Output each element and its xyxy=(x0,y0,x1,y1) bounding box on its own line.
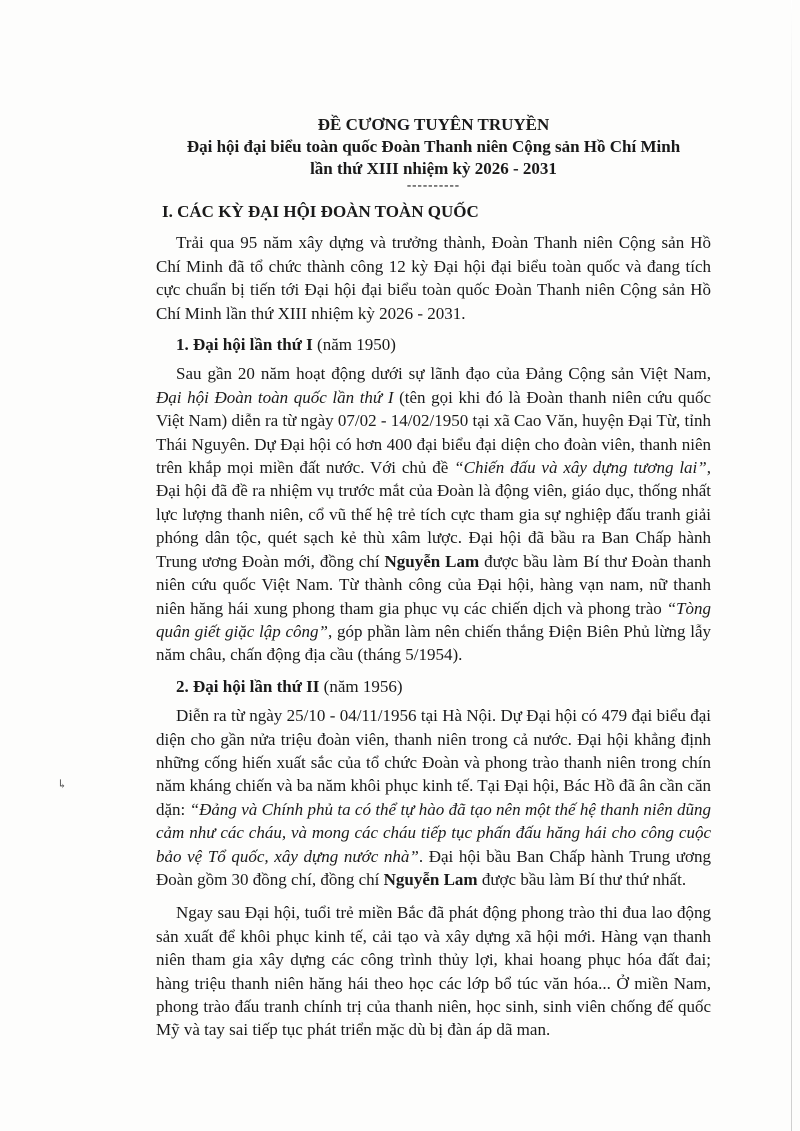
scan-artifact-mark: ↳ xyxy=(57,777,68,791)
sub1-text-d: được bầu làm Bí thư Đoàn thanh niên cứu quốc Việt Nam. Từ thành công của Đại hội, hàng vạn nam, nữ thanh niên hăng hái xung phong tham gia phục vụ các chiến dịch và phong trào xyxy=(156,551,711,618)
subsection-heading-1 xyxy=(156,333,711,356)
sub2-text-a: Diễn ra từ ngày 25/10 - 04/11/1956 tại Hà Nội. Dự Đại hội có 479 đại biểu đại diện cho gần nửa triệu đoàn viên, thanh niên trong cả nước. Đại hội khẳng định những cống hiến xuất sắc của tổ chức Đoàn và phong trào thanh niên trong chín năm kháng chiến và ba năm khôi phục kinh tế. Tại Đại hội, Bác Hồ đã ân cần căn dặn: xyxy=(156,706,711,819)
document-content xyxy=(156,114,711,1042)
sub2-bold-name: Nguyễn Lam xyxy=(383,869,478,889)
sub2-italic-quote: “Đảng và Chính phủ ta có thể tự hào đã tạo nên một thế hệ thanh niên dũng cảm như các cháu, và mong các cháu tiếp tục phấn đấu hăng hái cho công cuộc bảo vệ Tổ quốc, xây dựng nước nhà” xyxy=(156,799,711,866)
subsection-heading-1-year: (năm 1950) xyxy=(312,335,396,355)
title-divider: ---------- xyxy=(406,177,461,192)
document-subtitle-line1: Đại hội đại biểu toàn quốc Đoàn Thanh niên Cộng sản Hồ Chí Minh xyxy=(186,137,681,156)
sub1-bold-name: Nguyễn Lam xyxy=(384,551,480,571)
sub1-italic-movement: “Tòng quân giết giặc lập công” xyxy=(156,598,711,641)
intro-paragraph: Trải qua 95 năm xây dựng và trưởng thành, Đoàn Thanh niên Cộng sản Hồ Chí Minh đã tổ chức thành công 12 kỳ Đại hội đại biểu toàn quốc và đang tích cực chuẩn bị tiến tới Đại hội đại biểu toàn quốc Đoàn Thanh niên Cộng sản Hồ Chí Minh lần thứ XIII nhiệm kỳ 2026 - 2031. xyxy=(156,233,711,323)
subsection-2-paragraph-1 xyxy=(156,704,711,891)
document-subtitle-line2: lần thứ XIII nhiệm kỳ 2026 - 2031 xyxy=(310,159,557,178)
subsection-heading-2 xyxy=(156,675,711,698)
sub1-text-e: , góp phần làm nên chiến thắng Điện Biên Phủ lừng lẫy năm châu, chấn động địa cầu (tháng 5/1954). xyxy=(156,621,712,665)
section-heading-1: I. CÁC KỲ ĐẠI HỘI ĐOÀN TOÀN QUỐC xyxy=(162,202,479,221)
subsection-2-paragraph-2: Ngay sau Đại hội, tuổi trẻ miền Bắc đã phát động phong trào thi đua lao động sản xuất để khôi phục kinh tế, cải tạo và xây dựng xã hội mới. Hàng vạn thanh niên tham gia xây dựng các công trình thủy lợi, khai hoang phục hóa đất đai; hàng triệu thanh niên hăng hái theo học các lớp bổ túc văn hóa... Ở miền Nam, phong trào đấu tranh chính trị của thanh niên, học sinh, sinh viên chống đế quốc Mỹ và tay sai tiếp tục phát triển mặc dù bị đàn áp dã man. xyxy=(156,903,711,1040)
subsection-1-paragraph xyxy=(156,362,711,666)
subsection-heading-2-year: (năm 1956) xyxy=(319,676,403,696)
subsection-heading-2-bold: 2. Đại hội lần thứ II xyxy=(176,676,320,696)
sub2-text-b: . Đại hội bầu Ban Chấp hành Trung ương Đoàn gồm 30 đồng chí, đồng chí xyxy=(156,846,711,889)
sub1-text-c: , Đại hội đã đề ra nhiệm vụ trước mắt của Đoàn là động viên, giáo dục, thống nhất lực lượng thanh niên, cổ vũ thế hệ trẻ tích cực tham gia sự nghiệp đấu tranh giải phóng dân tộc, quét sạch kẻ thù xâm lược. Đại hội đã bầu ra Ban Chấp hành Trung ương Đoàn mới, đồng chí xyxy=(156,458,711,571)
sub1-text-a: Sau gần 20 năm hoạt động dưới sự lãnh đạo của Đảng Cộng sản Việt Nam, xyxy=(176,364,711,384)
sub1-text-b: (tên gọi khi đó là Đoàn thanh niên cứu quốc Việt Nam) diễn ra từ ngày 07/02 - 14/02/1950 tại xã Cao Văn, huyện Đại Từ, tỉnh Thái Nguyên. Dự Đại hội có hơn 400 đại biểu đại diện cho đoàn viên, thanh niên trên khắp mọi miền đất nước. Với chủ đề xyxy=(156,387,712,478)
document-title: ĐỀ CƯƠNG TUYÊN TRUYỀN xyxy=(317,115,550,134)
sub1-italic-theme: “Chiến đấu và xây dựng tương lai” xyxy=(454,458,707,478)
sub1-italic-congress: Đại hội Đoàn toàn quốc lần thứ I xyxy=(156,387,394,407)
scan-edge-line xyxy=(791,0,792,1131)
sub2-text-c: được bầu làm Bí thư thứ nhất. xyxy=(477,869,687,889)
paragraph-gap xyxy=(156,891,711,901)
subsection-heading-1-bold: 1. Đại hội lần thứ I xyxy=(176,335,313,355)
